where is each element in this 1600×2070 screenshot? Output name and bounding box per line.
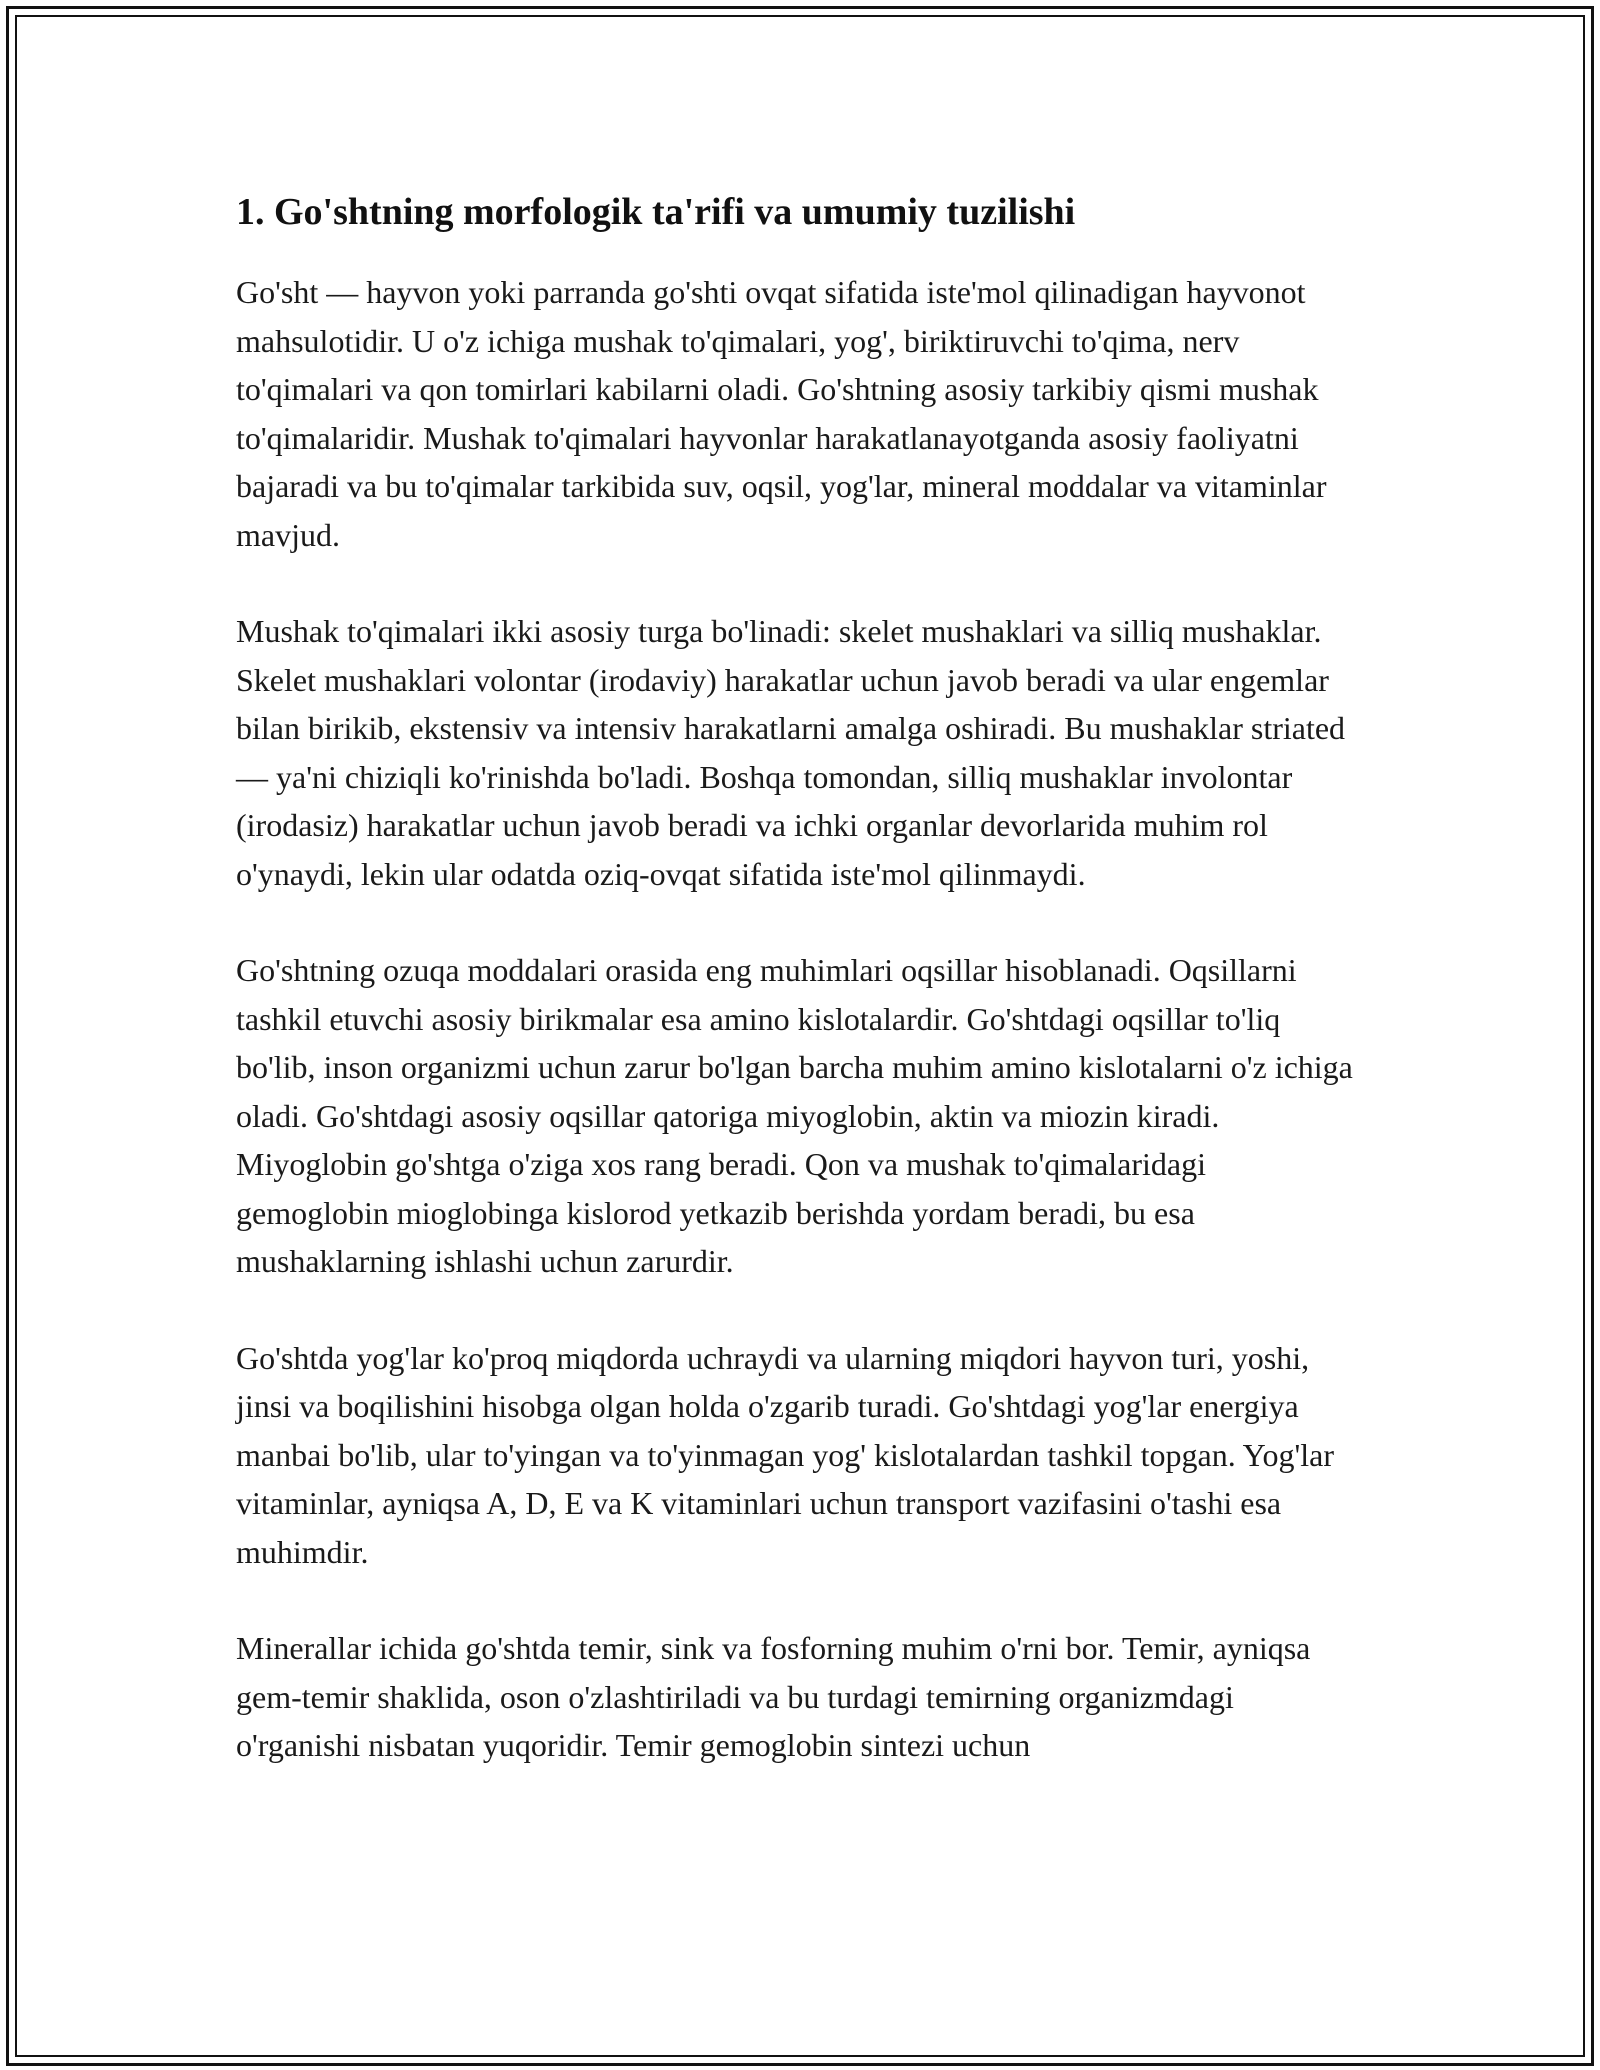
paragraph-2: Mushak to'qimalari ikki asosiy turga bo'linadi: skelet mushaklari va silliq mushaklar. Skelet mushaklari volontar (irodaviy) harakatlar uchun javob beradi va ular engemlar bilan birikib, ekstensiv va intensiv harakatlarni amalga oshiradi. Bu mushaklar striated — ya'ni chiziqli ko'rinishda bo'ladi. Boshqa tomondan, silliq mushaklar involontar (irodasiz) harakatlar uchun javob beradi va ichki organlar devorlarida muhim rol o'ynaydi, lekin ular odatda oziq-ovqat sifatida iste'mol qilinmaydi. [236,613,1346,892]
section-heading: 1. Go'shtning morfologik ta'rifi va umumiy tuzilishi [236,191,1076,233]
paragraph-5: Minerallar ichida go'shtda temir, sink va fosforning muhim o'rni bor. Temir, ayniqsa gem-temir shaklida, oson o'zlashtiriladi va bu turdagi temirning organizmdagi o'rganishi nisbatan yuqoridir. Temir gemoglobin sintezi uchun [236,1630,1311,1763]
paragraph-4: Go'shtda yog'lar ko'proq miqdorda uchraydi va ularning miqdori hayvon turi, yoshi, jinsi va boqilishini hisobga olgan holda o'zgarib turadi. Go'shtdagi yog'lar energiya manbai bo'lib, ular to'yingan va to'yinmagan yog' kislotalardan tashkil topgan. Yog'lar vitaminlar, ayniqsa A, D, E va K vitaminlari uchun transport vazifasini o'tashi esa muhimdir. [236,1339,1334,1570]
paragraph-1: Go'sht — hayvon yoki parranda go'shti ovqat sifatida iste'mol qilinadigan hayvonot mahsulotidir. U o'z ichiga mushak to'qimalari, yog', biriktiruvchi to'qima, nerv to'qimalari va qon tomirlari kabilarni oladi. Go'shtning asosiy tarkibiy qismi mushak to'qimalaridir. Mushak to'qimalari hayvonlar harakatlanayotganda asosiy faoliyatni bajaradi va bu to'qimalar tarkibida suv, oqsil, yog'lar, mineral moddalar va vitaminlar mavjud. [236,274,1327,553]
document-body [236,186,1366,1818]
paragraph-3: Go'shtning ozuqa moddalari orasida eng muhimlari oqsillar hisoblanadi. Oqsillarni tashkil etuvchi asosiy birikmalar esa amino kislotalardir. Go'shtdagi oqsillar to'liq bo'lib, inson organizmi uchun zarur bo'lgan barcha muhim amino kislotalarni o'z ichiga oladi. Go'shtdagi asosiy oqsillar qatoriga miyoglobin, aktin va miozin kiradi. Miyoglobin go'shtga o'ziga xos rang beradi. Qon va mushak to'qimalaridagi gemoglobin mioglobinga kislorod yetkazib berishda yordam beradi, bu esa mushaklarning ishlashi uchun zarurdir. [236,952,1353,1279]
